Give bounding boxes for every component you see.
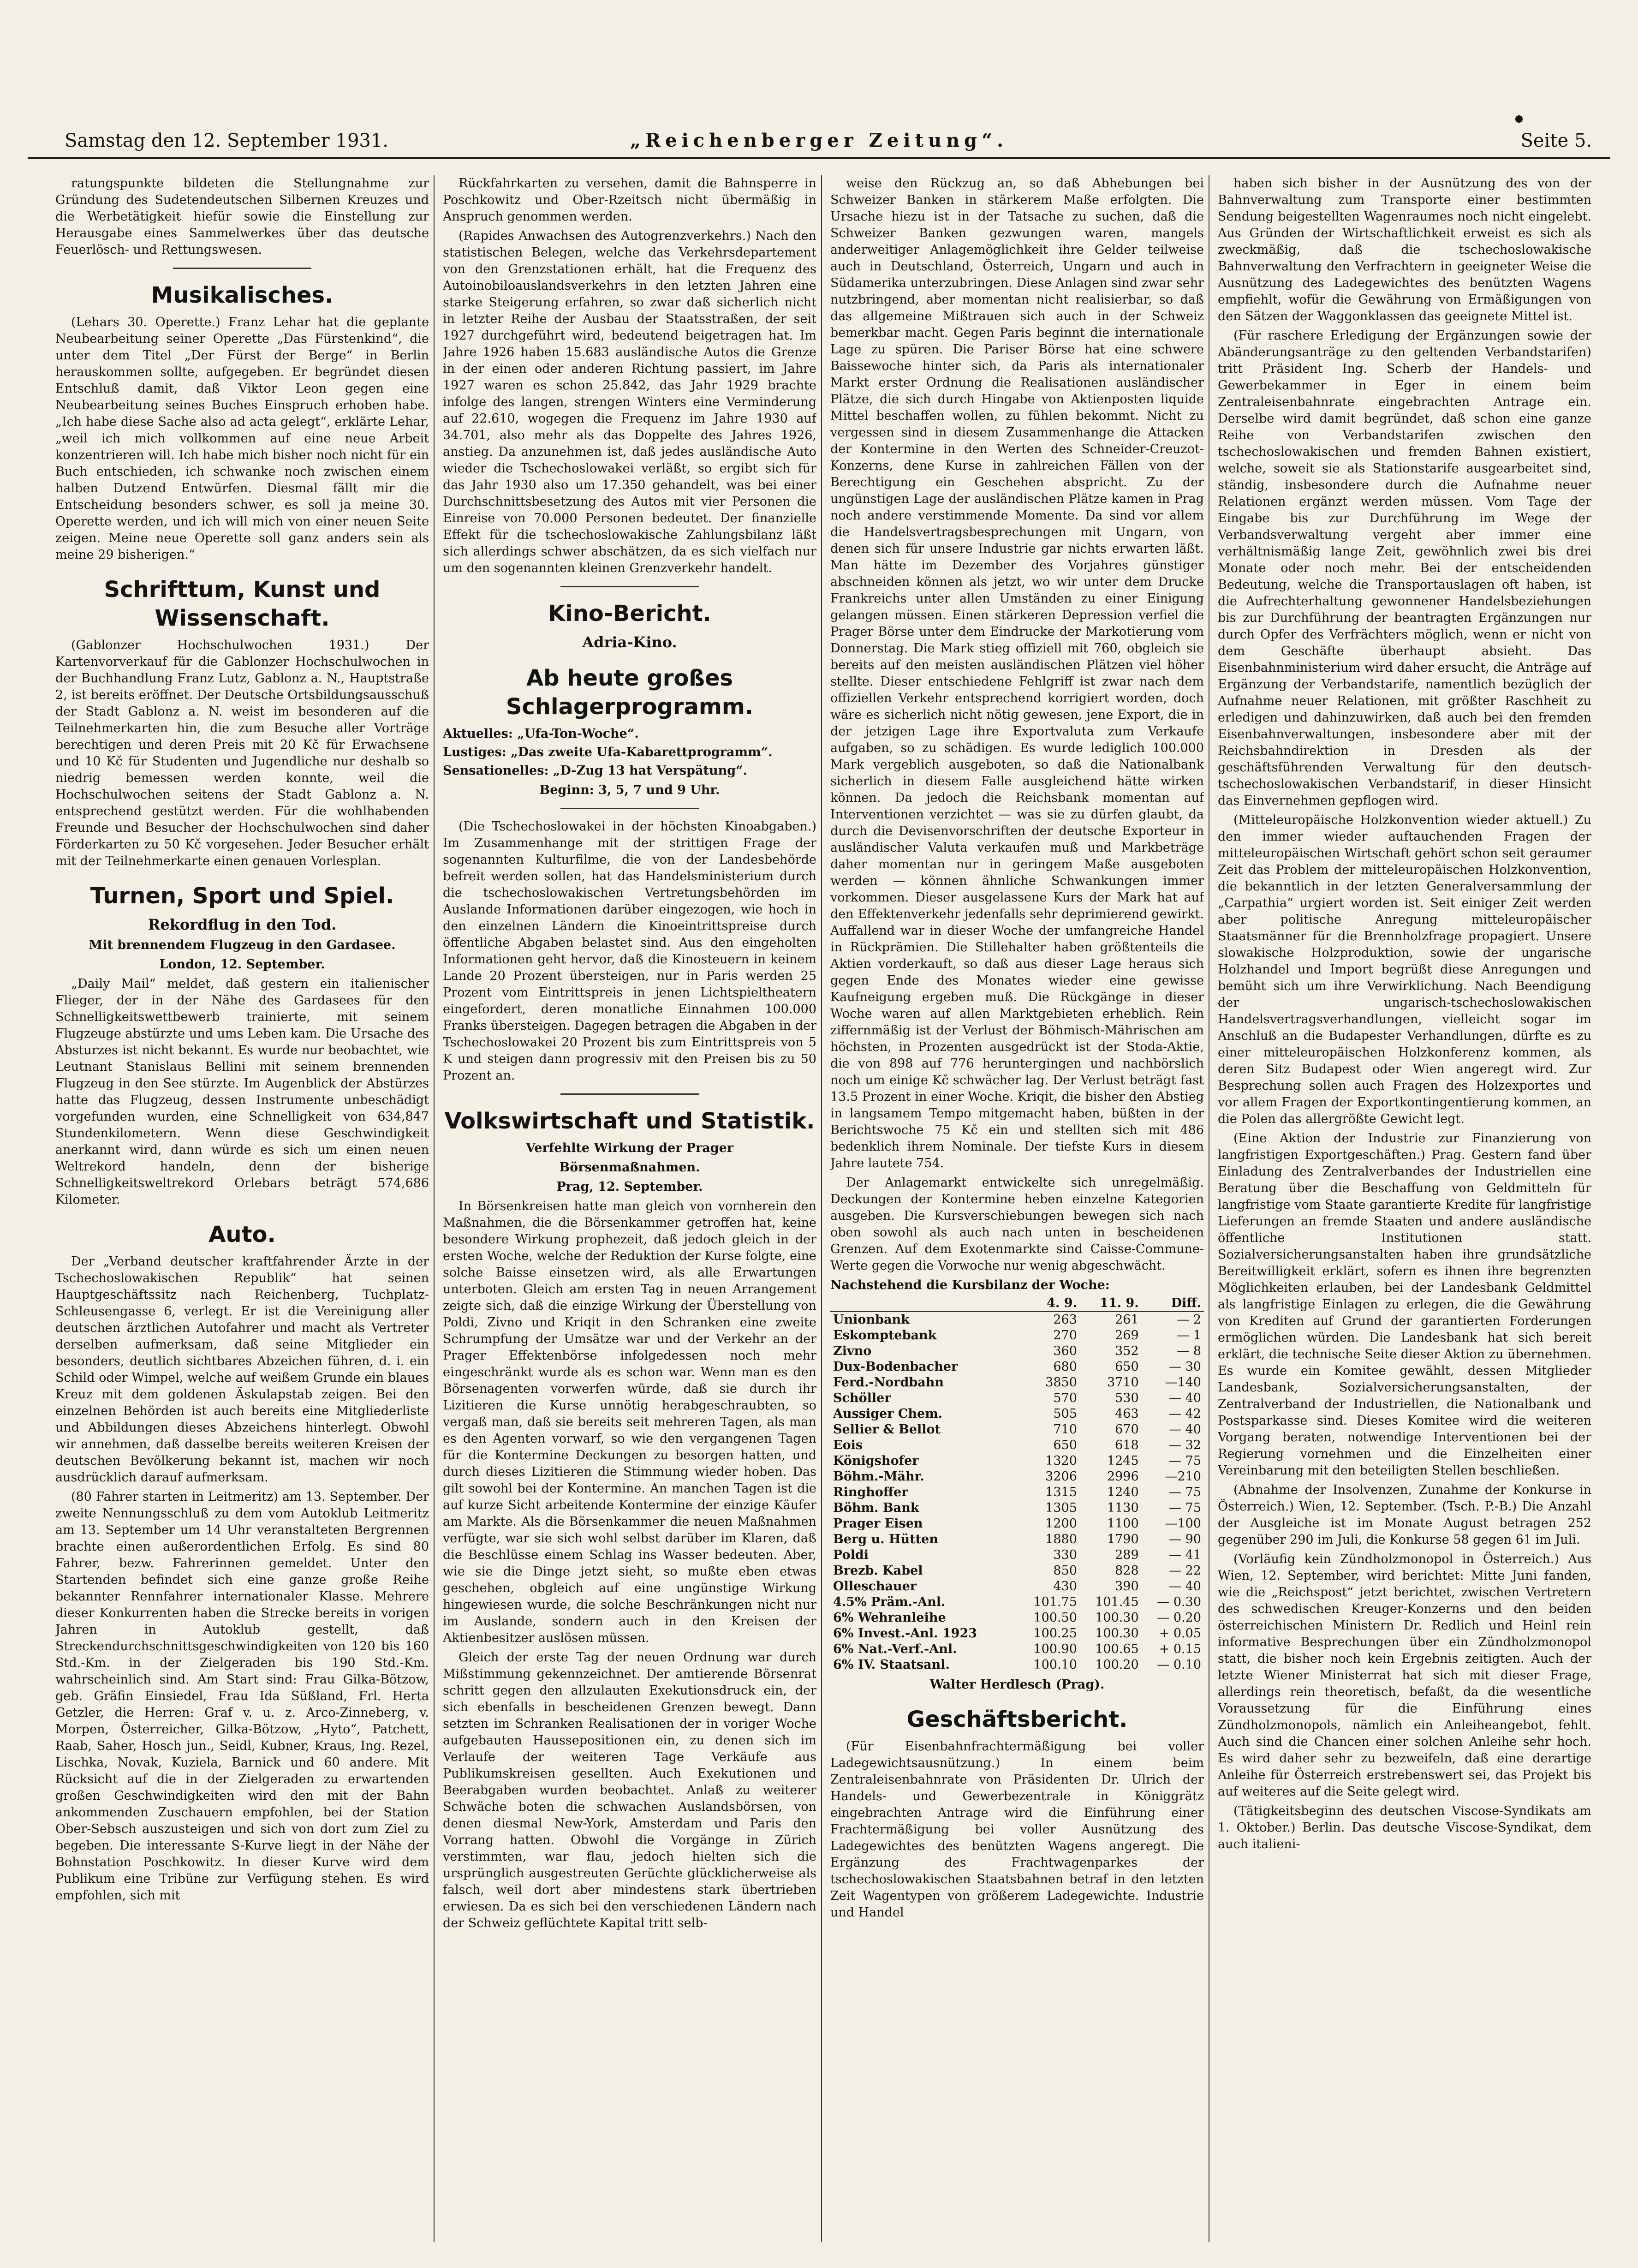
table-cell: 101.45 [1095,1595,1139,1609]
article-headline: Börsenmaßnahmen. [559,1160,700,1175]
table-cell: 101.75 [1033,1595,1077,1609]
table-row [830,1516,1204,1532]
security-name: Böhm. Bank [833,1501,919,1515]
table-cell: — 22 [1169,1564,1201,1578]
table-cell: 100.30 [1095,1611,1139,1625]
table-row [830,1610,1204,1626]
table-row [830,1438,1204,1453]
column-header: 4. 9. [1018,1295,1080,1312]
table-cell: 1880 [1045,1532,1077,1546]
security-name: Unionbank [833,1313,910,1327]
article-continuation: weise den Rückzug an, so daß Abhebungen bei Schweizer Banken in stärkerem Maße erfolgten. Die Ursache hiezu ist in der Tatsache zu suchen, daß die Schweizer Banken gezwungen waren, mangels anderweitiger Anlagemöglichkeit ihre Gelder teilweise auch in Deutschland, Österreich, Ungarn und auch in Südamerika unterzubringen. Diese Anlagen sind zwar sehr nutzbringend, aber momentan nicht realisierbar, so daß das allgemeine Mißtrauen sich auch in der Schweiz bemerkbar macht. Gegen Paris beginnt die internationale Lage zu spüren. Die Pariser Börse hat eine schwere Baissewoche hinter sich, da Paris als internationaler Markt erster Ordnung die Realisationen ausländischer Plätze, die sich durch Hingabe von Aktienposten liquide Mittel beschaffen wollen, zu fühlen bekommt. Nicht zu vergessen sind in diesem Zusammenhange die Attacken der Kontermine in den Werten des Schneider-Creuzot-Konzerns, dene Kurse in zahlreichen Fällen von der Berechtigung ein Geschehen abspricht. Zu der ungünstigen Lage der ausländischen Plätze kamen in Prag noch andere verstimmende Momente. Da sind vor allem die Handelsvertragsbesprechungen mit Ungarn, von denen sich für unsere Industrie gar nichts erwarten läßt. Man hätte im Dezember des Vorjahres günstiger abschneiden können als jetzt, wo wir unter dem Drucke Frankreichs unter allen Umständen zu einer Einigung gelangen müssen. Einen stärkeren Depression verfiel die Prager Börse unter dem Eindrucke der Markotierung vom Donnerstag. Die Mark stieg offiziell mit 760, obgleich sie bereits auf den meisten ausländischen Plätzen viel höher stellte. Dieser entschiedene Fehlgriff ist zwar nach dem offiziellen Verkehr entsprechend korrigiert worden, doch wäre es sicherlich nicht nötig gewesen, jene Export, die in der jetzigen Lage ihre Exportvaluta zum Verkaufe aufgaben, so zu schädigen. Es wurde lediglich 100.000 Mark vergeblich ausgeboten, so daß die Nationalbank sicherlich in diesem Falle ausgleichend hätte wirken können. Da jedoch die Reichsbank momentan auf Interventionen verzichtet — was sie zu dürfen glaubt, da durch die Devisenvorschriften der deutsche Exporteur in ausländischer Valuta verkaufen muß und Markbeträge daher momentan nur in geringem Maße ausgeboten werden — können ähnliche Schwankungen immer vorkommen. Dieser ausgelassene Kurs der Mark hat auf den Effektenverkehr jedenfalls sehr deprimierend gewirkt. Auffallend war in dieser Woche der umfangreiche Handel in Rückprämien. Die Stillehalter haben größtenteils die Aktien vorderkauft, so daß aus dieser Lage heraus sich gegen Ende des Monates wieder eine gewisse Kaufneigung ergeben muß. Die Rückgänge in dieser Woche waren auf allen Marktgebieten erheblich. Rein ziffernmäßig ist der Verlust der Böhmisch-Mährischen am höchsten, in Prozenten ausgedrückt ist der Stoda-Aktie, die von 898 auf 776 heruntergingen und nachbörslich noch um einige Kč schwächer lag. Der Verlust beträgt fast 13.5 Prozent in einer Woche. Kriqit, die bisher den Abstieg in langsamem Tempo mitgemacht haben, büßten in der Berichtswoche 75 Kč ein und stellten sich mit 486 bedenklich ihrem Nominale. Der tiefste Kurs in diesem Jahre lautete 754. [830,176,1204,1170]
table-cell: 390 [1115,1579,1139,1594]
table-cell: 3710 [1107,1375,1139,1390]
article-continuation: haben sich bisher in der Ausnützung des von der Bahnverwaltung zum Transporte einer bestimmten Sendung beigestellten Wagenraumes noch nicht eingelebt. Aus Gründen der Wirtschaftlichkeit erweist es sich als zweckmäßig, daß die tschechoslowakische Bahnverwaltung den Verfrachtern in geeigneter Weise die Ausnützung des Ladegewichtes des benützten Wagens empfiehlt, wofür die Gewährung von Ermäßigungen von den Sätzen der Waggonklassen das geeignete Mittel ist. [1218,176,1591,323]
article-text: (Eine Aktion der Industrie zur Finanzierung von langfristigen Exportgeschäften.) Prag. Gestern fand über Einladung des Zentralverbandes der Industriellen eine Beratung über die Beschaffung von Geldmitteln für langfristige vom Staate garantierte Kredite für langfristige Lieferungen an fremde Staaten und andere ausländische öffentliche Institutionen statt. Sozialversicherungsanstalten haben ihre grundsätzliche Bereitwilligkeit erklärt, sofern es ihnen ihre begrenzten Möglichkeiten erlauben, bei der Landesbank Geldmittel als langfristige Einlagen zu erlegen, die die Gewährung von Krediten auf Grund der garantierten Forderungen ermöglichen würden. Die Landesbank hat sich bereit erklärt, die technische Seite dieser Aktion zu übernehmen. Es wurde ein Komitee gewählt, dessen Mitglieder Landesbank, Sozialversicherungsanstalten, der Zentralverband der Industriellen, die Nationalbank und Postsparkasse sind. Dieses Komitee wird die weiteren Vorgang beraten, notwendige Interventionen bei der Regierung vornehmen und die Einzelheiten einer Vereinbarung mit den beteiligten Stellen beschließen. [1218,1131,1591,1478]
article-text: Gleich der erste Tag der neuen Ordnung war durch Mißstimmung gekennzeichnet. Der amtierende Börsenrat schritt gegen den allzulauten Exekutionsdruck ein, der sich ebenfalls in bescheidenen Grenzen bewegt. Dann setzten im Schranken Realisationen der in voriger Woche aufgebauten Haussepositionen ein, zu denen sich im Verlaufe der weiteren Tage Verkäufe aus Publikumskreisen gesellten. Auch Exekutionen und Beerabgaben wurden beobachtet. Anlaß zu weiterer Schwäche boten die schwachen Auslandsbörsen, von denen diesmal New-York, Amsterdam und Paris den Vorrang hatten. Obwohl die Vorgänge in Zürich verstimmten, war flau, jedoch hielten sich die ursprünglich ausgestreuten Gerüchte glücklicherweise als falsch, weil dort aber mindestens stark übertrieben erwiesen. Da es sich bei den verschiedenen Ländern nach der Schweiz geflüchtete Kapital tritt selb- [443,1650,816,1930]
article-text: (Rapides Anwachsen des Autogrenzverkehrs.) Nach den statistischen Belegen, welche das Verkehrsdepartement von den Grenzstationen erhält, hat die Frequenz des Autoinobiloauslandsverkehrs in den letzten Jahren eine starke Steigerung erfahren, so zwar daß sicherlich nicht in letzter Reihe der Ausbau der Staatsstraßen, der seit 1927 durchgeführt wird, bedeutend beigetragen hat. Im Jahre 1926 haben 15.683 ausländische Autos die Grenze in der einen oder anderen Richtung passiert, im Jahre 1927 waren es schon 25.842, das Jahr 1929 brachte infolge des langen, strengen Winters eine Verminderung auf 22.610, wogegen die Frequenz im Jahre 1930 auf 34.701, also mehr als das Doppelte des Jahres 1926, anstieg. Da anzunehmen ist, daß jedes ausländische Auto wieder die Tschechoslowakei verläßt, so ergibt sich für das Jahr 1930 also um 17.350 gehandelt, was bei einer Durchschnittsbesetzung des Autos mit vier Personen die Einreise von 70.000 Personen bedeutet. Der finanzielle Effekt für die tschechoslowakische Zahlungsbilanz läßt sich allerdings schwer abschätzen, da es sich vielfach nur um den sogenannten kleinen Grenzverkehr handelt. [443,229,816,575]
table-cell: 463 [1115,1407,1139,1421]
security-name: 6% Wehranleihe [833,1611,946,1625]
newspaper-page [28,0,1610,2268]
article-text: (Mitteleuropäische Holzkonvention wieder aktuell.) Zu den immer wieder auftauchenden Fragen der mitteleuropäischen Wirtschaft gehört schon seit geraumer Zeit das Problem der mitteleuropäischen Holzkonvention, die bekanntlich in der letzten Generalversammlung der „Carpathia“ urgiert worden ist. Seit einiger Zeit werden aber politische Anregung mitteleuropäischer Staatsmänner für die Brennholzfrage propagiert. Unsere slowakische Holzproduktion, sowie der ungarische Holzhandel und Import begrüßt diese Anregungen und bemüht sich um ihre Verwirklichung. Nach Beendigung der ungarisch-tschechoslowakischen Handelsvertragsverhandlungen, vielleicht sogar im Anschluß an die Budapester Verhandlungen, dürfte es zu einer mitteleuropäischen Holzkonferenz kommen, als deren Sitz Budapest oder Wien angeregt wird. Zur Besprechung sollen auch Fragen des Holzexportes und vor allem Fragen der Exportkontingentierung kommen, an die Polen das allergrößte Gewicht legt. [1218,813,1591,1126]
article-text: (Für raschere Erledigung der Ergänzungen sowie der Abänderungsanträge zu den geltenden Verbandstarifen) tritt Präsident Ing. Scherb der Handels- und Gewerbekammer in Eger in einem beim Zentraleisenbahnrate eingebrachten Antrage ein. Derselbe wird damit begründet, daß schon eine ganze Reihe von Verbandstarifen zwischen den tschechoslowakischen und fremden Bahnen existiert, welche, soweit sie als Stationstarife ausgearbeitet sind, ständig, insbesondere durch die Aufnahme neuer Relationen ergänzt werden müssen. Vom Tage der Eingabe bis zur Durchführung im Wege der Verbandsverwaltung vergeht aber immer eine verhältnismäßig lange Zeit, gewöhnlich zwei bis drei Monate oder noch mehr. Bei der entscheidenden Bedeutung, welche die Transportauslagen oft haben, ist die Aufrechterhaltung gewonnener Handelsbeziehungen bis zur Durchführung der beantragten Ergänzungen nur durch Opfer des Verfrächters möglich, wenn er nicht von dem Geschäfte überhaupt absieht. Das Eisenbahnministerium wird daher ersucht, die Anträge auf Ergänzung der Verbandstarife, namentlich bezüglich der Aufnahme neuer Relationen, mit größter Raschheit zu erledigen und dahinzuwirken, daß auch bei den fremden Eisenbahnverwaltungen, insbesondere aber mit der Reichsbahndirektion in Dresden als der geschäftsführenden Verwaltung für den deutsch-tschechoslowakischen Verbandstarif, in dieser Hinsicht das Einvernehmen gepflogen wird. [1218,328,1591,808]
masthead [28,125,1610,159]
program-item: Lustiges: „Das zweite Ufa-Kabarettprogramm“. [443,745,773,759]
table-row [830,1657,1204,1673]
table-cell: 270 [1053,1328,1077,1343]
table-cell: 1245 [1107,1454,1139,1468]
security-name: Brezb. Kabel [833,1564,923,1578]
column-3 [830,175,1204,2242]
table-cell: 1240 [1107,1485,1139,1499]
article-text: (Tätigkeitsbeginn des deutschen Viscose-Syndikats am 1. Oktober.) Berlin. Das deutsche Viscose-Syndikat, dem auch italieni- [1218,1804,1591,1851]
separator [173,268,311,269]
column-rule [821,175,822,2242]
table-cell: 261 [1115,1313,1139,1327]
column-header: Diff. [1142,1295,1204,1312]
table-cell: — 0.20 [1157,1611,1201,1625]
table-cell: 530 [1115,1391,1139,1405]
table-cell: 3850 [1045,1375,1077,1390]
security-name: Berg u. Hütten [833,1532,938,1546]
column-header: 11. 9. [1080,1295,1142,1312]
table-cell: 650 [1053,1438,1077,1452]
article-headline: Rekordflug in den Tod. [148,916,337,933]
table-cell: 100.10 [1033,1658,1077,1672]
table-cell: 618 [1115,1438,1139,1452]
security-name: Ferd.-Nordbahn [833,1375,944,1390]
table-row [830,1641,1204,1657]
table-cell: 2996 [1107,1469,1139,1484]
article-text: In Börsenkreisen hatte man gleich von vornherein den Maßnahmen, die die Börsenkammer getroffen hat, keine besondere Wirkung prophezeit, daß jedoch gleich in der ersten Woche, welche der Reduktion der Kurse folgte, eine solche Baisse einsetzen wird, als alle Erwartungen unterboten. Gleich am ersten Tag in neuen Arrangement zeigte sich, daß die einzige Wirkung der Überstellung von Poldi, Zivno und Kriqit in den Schranken eine zweite Schrumpfung der Umsätze war und der Verkehr an der Prager Effektenbörse infolgedessen noch mehr eingeschränkt wurde als es schon war. Wenn man es den Börsenagenten vorwerfen würde, daß sie durch ihr Lizitieren die Kurse unnötig herabgeschraubten, so vergaß man, daß sie bereits seit mehreren Tagen, als man es den Agenten vorwarf, so wie den vergangenen Tagen für die Kontermine Deckungen zu besorgen hatten, und durch dieses Lizitieren die Stimmung wieder hoben. Das gilt sowohl bei der Kontermine. An manchen Tagen ist die auf kurze Sicht arbeitende Kontermine der einzige Käufer am Markte. Als die Börsenkammer die neuen Maßnahmen verfügte, war sie sich wohl selbst darüber im Klaren, daß die Beschlüsse einem Schlag ins Wasser bedeuten. Aber, wie sie die Dinge jetzt sieht, so mußte eben etwas geschehen, obgleich auf eine ungünstige Wirkung hingewiesen wurde, die solche Beschränkungen nicht nur im Auslande, sondern auch in den Kreisen der Aktienbesitzer auslösen müssen. [443,1199,816,1645]
table-cell: 1320 [1045,1454,1077,1468]
security-name: Eois [833,1438,863,1452]
article-text: (Abnahme der Insolvenzen, Zunahme der Konkurse in Österreich.) Wien, 12. September. (Tsch. P.-B.) Die Anzahl der Ausgleiche ist im Monate August betragen 252 gegenüber 290 im Juli, die Konkurse 58 gegen 61 im Juli. [1218,1483,1591,1547]
security-name: Dux-Bodenbacher [833,1360,958,1374]
section-heading-sport: Turnen, Sport und Spiel. [90,883,394,909]
table-cell: 3206 [1045,1469,1077,1484]
table-row [830,1532,1204,1547]
table-cell: —100 [1165,1516,1201,1531]
table-row [830,1359,1204,1375]
table-row [830,1485,1204,1500]
table-cell: 1790 [1107,1532,1139,1546]
section-heading-business: Geschäftsbericht. [906,1707,1128,1732]
table-cell: 100.50 [1033,1611,1077,1625]
table-cell: 263 [1053,1313,1077,1327]
separator [560,808,699,809]
table-cell: — 75 [1169,1501,1201,1515]
table-cell: 330 [1053,1548,1077,1562]
table-row [830,1453,1204,1469]
table-cell: — 75 [1169,1485,1201,1499]
security-name: Böhm.-Mähr. [833,1469,924,1484]
table-cell: 570 [1053,1391,1077,1405]
separator [560,586,699,587]
table-cell: — 8 [1177,1344,1201,1358]
table-row [830,1391,1204,1406]
table-cell: — 40 [1169,1422,1201,1437]
table-cell: — 1 [1177,1328,1201,1343]
section-heading-music: Musikalisches. [151,282,334,308]
table-cell: 710 [1053,1422,1077,1437]
table-cell: 828 [1115,1564,1139,1578]
table-cell: 430 [1053,1579,1077,1594]
table-cell: — 90 [1169,1532,1201,1546]
table-cell: 100.25 [1033,1626,1077,1641]
author-signature: Walter Herdlesch (Prag). [929,1677,1105,1692]
table-row [830,1328,1204,1343]
program-item: Sensationelles: „D-Zug 13 hat Verspätung“. [443,764,748,778]
article-text: Der Anlagemarkt entwickelte sich unregelmäßig. Deckungen der Kontermine heben einzelne Kategorien ausgeben. Die Kursverschiebungen bewegen sich nach oben sowohl als auch nach unten in bescheidenen Grenzen. Auf dem Exotenmarkte sind Caisse-Commune-Werte gegen die Vorwoche nur wenig abgeschwächt. [830,1176,1204,1273]
table-cell: — 2 [1177,1313,1201,1327]
table-row [830,1312,1204,1328]
article-text: (80 Fahrer starten in Leitmeritz) am 13. September. Der zweite Nennungsschluß zu dem vom Autoklub Leitmeritz am 13. September um 14 Uhr veranstalteten Bergrennen brachte einen außerordentlichen Erfolg. Es sind 80 Fahrer, bezw. Fahrerinnen gemeldet. Unter den Startenden befindet sich eine ganze große Reihe bekannter Rennfahrer internationaler Klasse. Mehrere dieser Konkurrenten haben die Strecke bereits in vorigen Jahren in Autoklub gestellt, daß Streckendurchschnittsgeschwindigkeiten von 120 bis 160 Std.-Km. in der Zielgeraden bis 190 Std.-Km. wahrscheinlich sind. Am Start sind: Frau Gilka-Bötzow, geb. Gräfin Einsiedel, Frau Ida Süßland, Frl. Herta Getzler, die Herren: Graf v. u. z. Arco-Zinneberg, v. Morpen, Österreicher, Gilka-Bötzow, „Hyto“, Patchett, Raab, Saher, Hosch jun., Seidl, Kubner, Kraus, Ing. Rezel, Lischka, Novak, Kuziela, Barnick und 60 andere. Mit Rücksicht auf die in der Zielgeraden zu erwartenden großen Geschwindigkeiten wird den mit der Bahn ankommenden Zuschauern empfohlen, bei der Station Ober-Sebsch auszusteigen und sich von dort zum Ziel zu begeben. Die interessante S-Kurve liegt in der Nähe der Bohnstation Poschkowitz. In dieser Kurve wird dem Publikum eine Tribüne zur Verfügung stehen. Es wird empfohlen, sich mit [55,1490,429,1903]
table-cell: — 75 [1169,1454,1201,1468]
security-name: Sellier & Bellot [833,1422,941,1437]
security-name: 6% IV. Staatsanl. [833,1658,950,1672]
security-name: 4.5% Präm.-Anl. [833,1595,946,1609]
table-cell: + 0.15 [1159,1642,1201,1656]
column-1 [55,175,429,2242]
page-number: Seite 5. [1520,130,1592,151]
ink-dot [1515,115,1523,123]
table-cell: 1315 [1045,1485,1077,1499]
section-heading-literature: Schrifttum, Kunst und Wissenschaft. [104,577,381,631]
article-continuation: Rückfahrkarten zu versehen, damit die Bahnsperre in Poschkowitz und Ober-Rzeitsch nicht übermäßig in Anspruch genommen werden. [443,176,816,224]
cinema-program-headline: Ab heute großes Schlagerprogramm. [506,665,754,720]
table-cell: 100.90 [1033,1642,1077,1656]
security-name: Zivno [833,1344,872,1358]
table-row [830,1500,1204,1516]
article-text: (Lehars 30. Operette.) Franz Lehar hat die geplante Neubearbeitung seiner Operette „Das Fürstenkind“, die unter dem Titel „Der Fürst der Berge“ in Berlin herauskommen sollte, aufgegeben. Er begründet diesen Entschluß damit, daß Viktor Leon gegen eine Neubearbeitung seines Buches Einspruch erhoben habe. „Ich habe diese Sache also ad acta gelegt“, erklärte Lehar, „weil ich mich vollkommen auf eine neue Arbeit konzentrieren will. Ich habe mich bisher noch nicht für ein Buch entschieden, ich schwanke noch zwischen einem halben Dutzend Entwürfen. Diesmal fällt mir die Entscheidung besonders schwer, es soll ja meine 30. Operette werden, und ich will mich von einer neuen Seite zeigen. Meine neue Operette soll ganz anders sein als meine 29 bisherigen.“ [55,315,429,562]
article-continuation: ratungspunkte bildeten die Stellungnahme zur Gründung des Sudetendeutschen Silbernen Kreuzes und die Werbetätigkeit hiefür sowie die Einstellung zur Herausgabe eines Sammelwerkes über das deutsche Feuerlösch- und Rettungswesen. [55,176,429,257]
article-text: (Gablonzer Hochschulwochen 1931.) Der Kartenvorverkauf für die Gablonzer Hochschulwochen in der Buchhandlung Franz Lutz, Gablonz a. N., Hauptstraße 2, ist bereits eröffnet. Der Deutsche Ortsbildungsausschuß der Stadt Gablonz a. N. weist im besonderen auf die Teilnehmerkarten hin, die zum Besuche aller Vorträge berechtigen und deren Preis mit 20 Kč für Erwachsene und 10 Kč für Studenten und Jugendliche nur deshalb so niedrig bemessen werden konnte, weil die Hochschulwochen seitens der Stadt Gablonz a. N. entsprechend gestützt werden. Für die wohlhabenden Freunde und Besucher der Hochschulwochen sind daher Förderkarten zu 50 Kč vorgesehen. Jeder Besucher erhält mit der Teilnehmerkarte einen genauen Vorlesplan. [55,638,429,868]
table-cell: — 0.30 [1157,1595,1201,1609]
security-name: Königshofer [833,1454,919,1468]
article-text: (Vorläufig kein Zündholzmonopol in Österreich.) Aus Wien, 12. September, wird berichtet: Mitte Juni fanden, wie die „Reichspost“ jetzt berichtet, zwischen Vertretern des schwedischen Kreuger-Konzerns und den beiden österreichischen Ministern Dr. Redlich und Heinl rein informative Besprechungen über ein Zündholzmonopol statt, die bisher noch kein Ergebnis zeitigten. Auch der letzte Wiener Ministerrat hat sich mit dieser Frage, allerdings rein theoretisch, befaßt, da die wesentliche Voraussetzung für die Einführung eines Zündholzmonopols, nämlich ein Anleiheangebot, fehlt. Auch sind die Chancen einer solchen Anleihe sehr hoch. Es wird daher sehr zu bezweifeln, daß eine derartige Anleihe für Österreich erstrebenswert sei, das Projekt bis auf weiteres auf die Seite gelegt wird. [1218,1552,1591,1799]
table-cell: — 32 [1169,1438,1201,1452]
program-item: Aktuelles: „Ufa-Ton-Woche“. [443,727,639,741]
security-name: Schöller [833,1391,891,1405]
table-cell: 1305 [1045,1501,1077,1515]
table-cell: —140 [1165,1375,1201,1390]
table-cell: 850 [1053,1564,1077,1578]
table-cell: — 0.10 [1157,1658,1201,1672]
security-name: Prager Eisen [833,1516,923,1531]
article-text: Der „Verband deutscher kraftfahrender Ärzte in der Tschechoslowakischen Republik“ hat seinen Hauptgeschäftssitz nach Reichenberg, Tuchplatz-Schleusengasse 6, verlegt. Er ist die Vereinigung aller deutschen ärztlichen Autofahrer und macht als Vertreter derselben aufmerksam, daß seine Mitglieder ein besonders, deutlich sichtbares Abzeichen führen, d. i. ein Schild oder Wimpel, welche auf weißem Grunde ein blaues Kreuz mit dem goldenen Äskulapstab zeigen. Bei den einzelnen Behörden ist auch bereits eine Mitgliederliste und Abbildungen dieses Abzeichens hinterlegt. Obwohl wir annehmen, daß dasselbe bereits weiteren Kreisen der deutschen Bevölkerung bekannt ist, machen wir noch ausdrücklich darauf aufmerksam. [55,1254,429,1485]
table-row [830,1594,1204,1610]
table-cell: + 0.05 [1159,1626,1201,1641]
article-text: (Für Eisenbahnfrachtermäßigung bei voller Ladegewichtsausnützung.) In einem beim Zentraleisenbahnrate von Präsidenten Dr. Ulrich der Handels- und Gewerbezentrale in Königgrätz eingebrachten Antrage wird die Einführung einer Frachtermäßigung bei voller Ausnützung des Ladegewichtes des benützten Wagens angeregt. Die Ergänzung des Frachtwagenparkes der tschechoslowakischen Staatsbahnen betraf in den letzten Zeit Wagentypen von größerem Ladegewichte. Industrie und Handel [830,1739,1204,1920]
section-heading-economy: Volkswirtschaft und Statistik. [444,1108,815,1134]
table-intro: Nachstehend die Kursbilanz der Woche: [830,1278,1110,1292]
table-row [830,1563,1204,1579]
security-name: Aussiger Chem. [833,1407,943,1421]
section-heading-cinema: Kino-Bericht. [548,601,711,627]
stock-rates-table [830,1295,1204,1673]
table-cell: 680 [1053,1360,1077,1374]
table-cell: — 40 [1169,1391,1201,1405]
table-cell: — 40 [1169,1579,1201,1594]
table-cell: 100.65 [1095,1642,1139,1656]
article-subheadline: Mit brennendem Flugzeug in den Gardasee. [89,938,396,952]
separator [560,1093,699,1095]
table-row [830,1343,1204,1359]
cinema-name: Adria-Kino. [582,633,677,651]
table-row [830,1406,1204,1422]
table-row [830,1579,1204,1594]
column-rule [434,175,435,2242]
table-body [830,1312,1204,1673]
table-header-row [830,1295,1204,1312]
table-cell: — 41 [1169,1548,1201,1562]
table-row [830,1469,1204,1485]
security-name: 6% Nat.-Verf.-Anl. [833,1642,957,1656]
article-headline: Verfehlte Wirkung der Prager [525,1141,734,1155]
table-cell: 100.30 [1095,1626,1139,1641]
dateline: London, 12. September. [159,957,325,972]
table-cell: 1100 [1107,1516,1139,1531]
table-cell: 269 [1115,1328,1139,1343]
table-cell: 670 [1115,1422,1139,1437]
table-cell: 505 [1053,1407,1077,1421]
table-cell: 1130 [1107,1501,1139,1515]
column-2 [443,175,816,2242]
section-heading-auto: Auto. [208,1222,276,1247]
table-cell: 1200 [1045,1516,1077,1531]
newspaper-title: „Reichenberger Zeitung“. [630,130,1008,151]
security-name: Poldi [833,1548,869,1562]
program-times: Beginn: 3, 5, 7 und 9 Uhr. [539,783,720,797]
security-name: Ringhoffer [833,1485,908,1499]
security-name: Eskomptebank [833,1328,937,1343]
issue-date: Samstag den 12. September 1931. [65,130,389,151]
column-4 [1218,175,1591,2242]
table-cell: — 42 [1169,1407,1201,1421]
table-row [830,1547,1204,1563]
table-cell: —210 [1165,1469,1201,1484]
table-cell: 360 [1053,1344,1077,1358]
table-cell: 100.20 [1095,1658,1139,1672]
table-cell: 289 [1115,1548,1139,1562]
table-row [830,1422,1204,1438]
table-row [830,1626,1204,1641]
security-name: Olleschauer [833,1579,917,1594]
column-header [830,1295,1018,1312]
table-row [830,1375,1204,1391]
table-cell: 352 [1115,1344,1139,1358]
dateline: Prag, 12. September. [556,1180,703,1194]
table-cell: — 30 [1169,1360,1201,1374]
article-text: „Daily Mail“ meldet, daß gestern ein italienischer Flieger, der in der Nähe des Gardasees für den Schnelligkeitswettbewerb trainierte, mit seinem Flugzeuge abstürzte und ums Leben kam. Die Ursache des Absturzes ist nicht bekannt. Es wurde nur beobachtet, wie Leutnant Stanislaus Bellini mit seinem brennenden Flugzeug in den See stürzte. Im Augenblick der Abstürzes hatte das Flugzeug, dessen Instrumente unbeschädigt vorgefunden wurden, eine Schnelligkeit von 634,847 Stundenkilometern. Wenn diese Geschwindigkeit anerkannt wird, dann würde es sich um einen neuen Weltrekord handeln, denn der bisherige Schnelligkeitsweltrekord Orlebars beträgt 574,686 Kilometer. [55,977,429,1207]
table-cell: 650 [1115,1360,1139,1374]
security-name: 6% Invest.-Anl. 1923 [833,1626,977,1641]
article-text: (Die Tschechoslowakei in der höchsten Kinoabgaben.) Im Zusammenhange mit der strittigen Frage der sogenannten Kulturfilme, die von der Landesbehörde befreit werden sollen, hat das Handelsministerium durch die tschechoslowakischen Vertretungsbehörden im Auslande Informationen darüber eingezogen, wie hoch in den einzelnen Ländern die Kinoeintrittspreise durch öffentliche Abgaben belastet sind. Aus den eingeholten Informationen geht hervor, daß die Kinosteuern in keinem Lande 20 Prozent übersteigen, nur in Paris werden 25 Prozent vom Eintrittspreis in jenen Lichtspieltheatern eingefordert, deren monatliche Einnahmen 100.000 Franks übersteigen. Dagegen betragen die Abgaben in der Tschechoslowakei 20 Prozent bis zum Eintrittspreis von 5 K und steigen dann progressiv mit den Preisen bis zu 50 Prozent an. [443,819,816,1083]
